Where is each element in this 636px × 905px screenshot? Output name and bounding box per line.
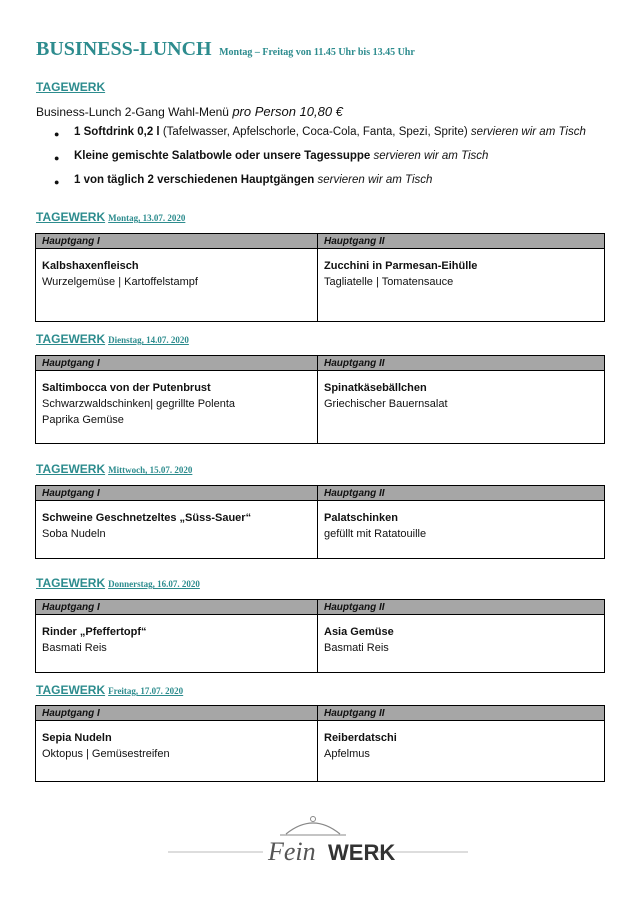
menu-table-thursday <box>35 599 605 673</box>
main-course-1: Kalbshaxenfleisch Wurzelgemüse | Kartoffelstampf <box>36 249 318 322</box>
logo-script-text: Fein <box>268 837 316 866</box>
menu-table-wednesday <box>35 485 605 559</box>
day-heading-thursday: TAGEWERK Donnerstag, 16.07. 2020 <box>36 576 200 590</box>
day-heading-friday: TAGEWERK Freitag, 17.07. 2020 <box>36 683 184 697</box>
column-header: Hauptgang II <box>318 706 605 721</box>
main-course-1: Saltimbocca von der Putenbrust Schwarzwaldschinken| gegrillte Polenta Paprika Gemüse <box>36 371 318 444</box>
menu-table-tuesday <box>35 355 605 444</box>
main-course-1: Schweine Geschnetzeltes „Süss-Sauer“ Soba Nudeln <box>36 501 318 559</box>
main-course-2: Asia Gemüse Basmati Reis <box>318 615 605 673</box>
column-header: Hauptgang II <box>318 600 605 615</box>
day-heading-monday: TAGEWERK Montag, 13.07. 2020 <box>36 210 186 224</box>
page-title-line <box>36 38 415 61</box>
main-course-2: Zucchini in Parmesan-Eihülle Tagliatelle | Tomatensauce <box>318 249 605 322</box>
column-header: Hauptgang II <box>318 356 605 371</box>
page-subtitle: Montag – Freitag von 11.45 Uhr bis 13.45 Uhr <box>219 47 415 58</box>
menu-table-monday <box>35 233 605 322</box>
list-item: ● Kleine gemischte Salatbowle oder unsere Tagessuppe servieren wir am Tisch <box>54 150 586 174</box>
included-items-list <box>54 126 586 198</box>
column-header: Hauptgang II <box>318 234 605 249</box>
intro-section-heading: TAGEWERK <box>36 80 106 94</box>
main-course-2: Reiberdatschi Apfelmus <box>318 721 605 782</box>
intro-text: Business-Lunch 2-Gang Wahl-Menü <box>36 105 229 119</box>
cloche-icon <box>286 823 340 834</box>
main-course-1: Sepia Nudeln Oktopus | Gemüsestreifen <box>36 721 318 782</box>
feinwerk-logo <box>168 810 468 870</box>
column-header: Hauptgang I <box>36 356 318 371</box>
day-heading-wednesday: TAGEWERK Mittwoch, 15.07. 2020 <box>36 462 193 476</box>
page-title: BUSINESS-LUNCH <box>36 38 212 60</box>
main-course-2: Spinatkäsebällchen Griechischer Bauernsalat <box>318 371 605 444</box>
column-header: Hauptgang I <box>36 706 318 721</box>
column-header: Hauptgang I <box>36 486 318 501</box>
list-item: ● 1 Softdrink 0,2 l (Tafelwasser, Apfelschorle, Coca-Cola, Fanta, Spezi, Sprite) servieren wir am Tisch <box>54 126 586 150</box>
intro-line <box>36 104 343 119</box>
day-heading-tuesday: TAGEWERK Dienstag, 14.07. 2020 <box>36 332 189 346</box>
logo-bold-text: WERK <box>328 840 396 865</box>
main-course-1: Rinder „Pfeffertopf“ Basmati Reis <box>36 615 318 673</box>
list-item: ● 1 von täglich 2 verschiedenen Hauptgängen servieren wir am Tisch <box>54 174 586 198</box>
column-header: Hauptgang I <box>36 600 318 615</box>
intro-price: pro Person 10,80 € <box>232 104 343 119</box>
column-header: Hauptgang I <box>36 234 318 249</box>
menu-table-friday <box>35 705 605 782</box>
column-header: Hauptgang II <box>318 486 605 501</box>
main-course-2: Palatschinken gefüllt mit Ratatouille <box>318 501 605 559</box>
